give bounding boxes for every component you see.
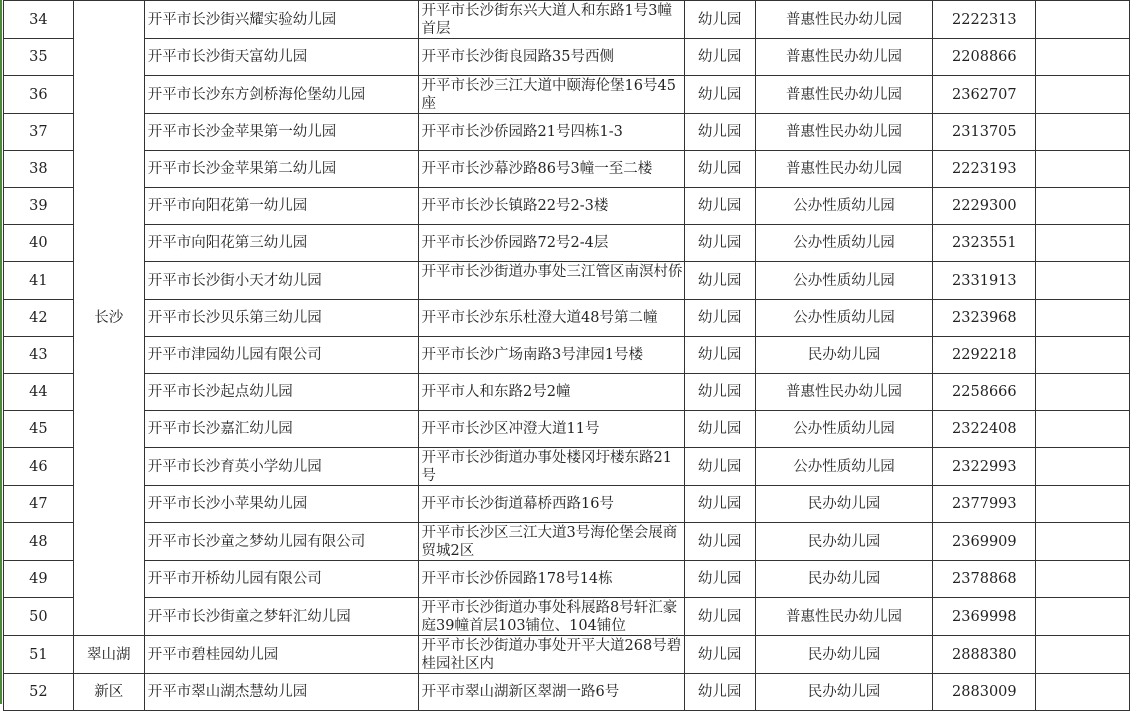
cell-empty[interactable] [1036,1,1130,39]
address-text: 开平市长沙侨园路178号14栋 [421,571,613,587]
cell-number[interactable]: 38 [4,151,74,188]
cell-kindergarten-name[interactable]: 开平市向阳花第三幼儿园 [144,225,418,262]
cell-kindergarten-name[interactable]: 开平市翠山湖杰慧幼儿园 [144,674,418,711]
address-text: 开平市长沙广场南路3号津园1号楼 [421,347,643,363]
cell-type[interactable]: 幼儿园 [684,448,755,486]
cell-number[interactable]: 49 [4,561,74,598]
cell-kindergarten-name[interactable]: 开平市长沙育英小学幼儿园 [144,448,418,486]
cell-address[interactable] [418,39,684,76]
cell-nature[interactable]: 公办性质幼儿园 [755,411,933,448]
cell-kindergarten-name[interactable]: 开平市开桥幼儿园有限公司 [144,561,418,598]
cell-address[interactable] [418,188,684,225]
cell-empty[interactable] [1036,636,1130,674]
cell-type[interactable]: 幼儿园 [684,636,755,674]
address-text: 开平市长沙街东兴大道人和东路1号3幢首层 [421,3,672,37]
sheet-left-border [0,0,2,704]
cell-phone[interactable]: 2222313 [933,1,1036,39]
cell-nature[interactable]: 普惠性民办幼儿园 [755,598,933,636]
cell-phone[interactable]: 2229300 [933,188,1036,225]
table-row [4,337,1130,374]
table-row [4,411,1130,448]
cell-nature[interactable]: 普惠性民办幼儿园 [755,151,933,188]
cell-nature[interactable]: 普惠性民办幼儿园 [755,1,933,39]
cell-area-changsha[interactable]: 长沙 [73,1,144,636]
cell-type[interactable]: 幼儿园 [684,262,755,300]
cell-number[interactable]: 37 [4,114,74,151]
cell-number[interactable]: 41 [4,262,74,300]
table-row [4,114,1130,151]
cell-phone[interactable]: 2258666 [933,374,1036,411]
cell-address[interactable] [418,523,684,561]
cell-number[interactable]: 34 [4,1,74,39]
cell-phone[interactable]: 2223193 [933,151,1036,188]
table-row [4,1,1130,39]
cell-number[interactable]: 45 [4,411,74,448]
cell-kindergarten-name[interactable]: 开平市长沙金苹果第二幼儿园 [144,151,418,188]
cell-empty[interactable] [1036,188,1130,225]
address-text: 开平市翠山湖新区翠湖一路6号 [421,684,620,700]
cell-address[interactable] [418,411,684,448]
cell-empty[interactable] [1036,114,1130,151]
cell-type[interactable]: 幼儿园 [684,411,755,448]
cell-number[interactable]: 36 [4,76,74,114]
address-text: 开平市长沙区冲澄大道11号 [421,421,600,437]
address-text: 开平市长沙长镇路22号2-3楼 [421,198,609,214]
cell-type[interactable]: 幼儿园 [684,151,755,188]
address-text: 开平市长沙街道幕桥西路16号 [421,496,614,512]
table-row [4,225,1130,262]
cell-address[interactable] [418,486,684,523]
cell-type[interactable]: 幼儿园 [684,114,755,151]
address-text: 开平市长沙幕沙路86号3幢一至二楼 [421,161,653,177]
cell-empty[interactable] [1036,39,1130,76]
address-text: 开平市长沙侨园路21号四栋1-3 [421,124,623,140]
cell-phone[interactable]: 2323551 [933,225,1036,262]
cell-empty[interactable] [1036,561,1130,598]
cell-empty[interactable] [1036,523,1130,561]
cell-address[interactable] [418,598,684,636]
cell-number[interactable]: 46 [4,448,74,486]
table-row [4,486,1130,523]
cell-number[interactable]: 51 [4,636,74,674]
cell-empty[interactable] [1036,411,1130,448]
cell-address[interactable] [418,300,684,337]
cell-kindergarten-name[interactable]: 开平市长沙小苹果幼儿园 [144,486,418,523]
cell-type[interactable]: 幼儿园 [684,1,755,39]
address-text: 开平市长沙街道办事处开平大道268号碧桂园社区内 [421,638,682,672]
cell-type[interactable]: 幼儿园 [684,561,755,598]
cell-phone[interactable]: 2369998 [933,598,1036,636]
cell-address[interactable] [418,225,684,262]
table-row [4,151,1130,188]
cell-type[interactable]: 幼儿园 [684,225,755,262]
table-row [4,448,1130,486]
cell-address[interactable] [418,151,684,188]
cell-empty[interactable] [1036,76,1130,114]
cell-type[interactable]: 幼儿园 [684,674,755,711]
cell-kindergarten-name[interactable]: 开平市长沙街天富幼儿园 [144,39,418,76]
cell-nature[interactable]: 公办性质幼儿园 [755,448,933,486]
cell-address[interactable] [418,1,684,39]
cell-nature[interactable]: 民办幼儿园 [755,486,933,523]
cell-type[interactable]: 幼儿园 [684,374,755,411]
cell-phone[interactable]: 2378868 [933,561,1036,598]
cell-empty[interactable] [1036,262,1130,300]
cell-address[interactable] [418,636,684,674]
cell-phone[interactable]: 2323968 [933,300,1036,337]
address-text: 开平市长沙街道办事处科展路8号轩汇豪庭39幢首层103铺位、104铺位 [421,600,678,634]
cell-number[interactable]: 48 [4,523,74,561]
address-text: 开平市长沙东乐杜澄大道48号第二幢 [421,310,658,326]
cell-address[interactable] [418,448,684,486]
cell-number[interactable]: 42 [4,300,74,337]
cell-type[interactable]: 幼儿园 [684,337,755,374]
cell-kindergarten-name[interactable]: 开平市长沙嘉汇幼儿园 [144,411,418,448]
cell-empty[interactable] [1036,598,1130,636]
cell-address[interactable] [418,76,684,114]
cell-address[interactable] [418,262,684,300]
cell-type[interactable]: 幼儿园 [684,523,755,561]
cell-number[interactable]: 50 [4,598,74,636]
cell-address[interactable] [418,561,684,598]
cell-kindergarten-name[interactable]: 开平市长沙童之梦幼儿园有限公司 [144,523,418,561]
cell-empty[interactable] [1036,486,1130,523]
cell-number[interactable]: 43 [4,337,74,374]
cell-empty[interactable] [1036,225,1130,262]
address-text: 开平市长沙侨园路72号2-4层 [421,235,609,251]
cell-nature[interactable]: 普惠性民办幼儿园 [755,114,933,151]
table-row [4,523,1130,561]
cell-type[interactable]: 幼儿园 [684,188,755,225]
cell-address[interactable] [418,114,684,151]
cell-address[interactable] [418,337,684,374]
cell-phone[interactable]: 2208866 [933,39,1036,76]
cell-empty[interactable] [1036,674,1130,711]
cell-type[interactable]: 幼儿园 [684,598,755,636]
table-row [4,636,1130,674]
cell-kindergarten-name[interactable]: 开平市碧桂园幼儿园 [144,636,418,674]
address-text: 开平市长沙街道办事处楼冈圩楼东路21号 [421,450,672,484]
cell-nature[interactable]: 公办性质幼儿园 [755,262,933,300]
table-row [4,374,1130,411]
address-text: 开平市长沙区三江大道3号海伦堡会展商贸城2区 [421,525,678,559]
cell-nature[interactable]: 民办幼儿园 [755,561,933,598]
cell-phone[interactable]: 2322408 [933,411,1036,448]
cell-number[interactable]: 35 [4,39,74,76]
table-row [4,561,1130,598]
cell-nature[interactable]: 民办幼儿园 [755,636,933,674]
cell-address[interactable] [418,674,684,711]
address-text: 开平市长沙街良园路35号西侧 [421,49,614,65]
cell-type[interactable]: 幼儿园 [684,76,755,114]
cell-phone[interactable]: 2377993 [933,486,1036,523]
table-row [4,39,1130,76]
cell-number[interactable]: 39 [4,188,74,225]
cell-area-cuishanhu-2[interactable]: 新区 [73,674,144,711]
cell-phone[interactable]: 2362707 [933,76,1036,114]
cell-nature[interactable]: 普惠性民办幼儿园 [755,76,933,114]
table-row [4,76,1130,114]
cell-nature[interactable]: 公办性质幼儿园 [755,225,933,262]
cell-empty[interactable] [1036,337,1130,374]
cell-kindergarten-name[interactable]: 开平市长沙起点幼儿园 [144,374,418,411]
kindergarten-table [3,0,1130,711]
table-row [4,262,1130,300]
cell-kindergarten-name[interactable]: 开平市长沙街童之梦轩汇幼儿园 [144,598,418,636]
cell-number[interactable]: 47 [4,486,74,523]
cell-kindergarten-name[interactable]: 开平市长沙金苹果第一幼儿园 [144,114,418,151]
cell-phone[interactable]: 2322993 [933,448,1036,486]
cell-address[interactable] [418,374,684,411]
cell-empty[interactable] [1036,151,1130,188]
table-row [4,674,1130,711]
cell-nature[interactable]: 公办性质幼儿园 [755,188,933,225]
cell-number[interactable]: 44 [4,374,74,411]
cell-phone[interactable]: 2292218 [933,337,1036,374]
address-text: 开平市人和东路2号2幢 [421,384,571,400]
cell-nature[interactable]: 公办性质幼儿园 [755,300,933,337]
cell-phone[interactable]: 2313705 [933,114,1036,151]
cell-phone[interactable]: 2888380 [933,636,1036,674]
cell-area-cuishanhu-1[interactable]: 翠山湖 [73,636,144,674]
table-row [4,188,1130,225]
cell-nature[interactable]: 普惠性民办幼儿园 [755,39,933,76]
cell-phone[interactable]: 2369909 [933,523,1036,561]
cell-kindergarten-name[interactable]: 开平市津园幼儿园有限公司 [144,337,418,374]
cell-kindergarten-name[interactable]: 开平市长沙贝乐第三幼儿园 [144,300,418,337]
address-text: 开平市长沙三江大道中颐海伦堡16号45座 [421,78,676,112]
cell-type[interactable]: 幼儿园 [684,39,755,76]
cell-type[interactable]: 幼儿园 [684,300,755,337]
cell-nature[interactable]: 民办幼儿园 [755,523,933,561]
cell-phone[interactable]: 2331913 [933,262,1036,300]
cell-empty[interactable] [1036,300,1130,337]
cell-number[interactable]: 52 [4,674,74,711]
cell-kindergarten-name[interactable]: 开平市长沙街兴耀实验幼儿园 [144,1,418,39]
table-row [4,300,1130,337]
cell-type[interactable]: 幼儿园 [684,486,755,523]
cell-number[interactable]: 40 [4,225,74,262]
cell-kindergarten-name[interactable]: 开平市向阳花第一幼儿园 [144,188,418,225]
cell-nature[interactable]: 民办幼儿园 [755,674,933,711]
table-row [4,598,1130,636]
address-text: 开平市长沙街道办事处三江管区南溟村侨 [421,264,683,280]
cell-nature[interactable]: 民办幼儿园 [755,337,933,374]
cell-phone[interactable]: 2883009 [933,674,1036,711]
cell-empty[interactable] [1036,448,1130,486]
cell-kindergarten-name[interactable]: 开平市长沙东方剑桥海伦堡幼儿园 [144,76,418,114]
cell-nature[interactable]: 普惠性民办幼儿园 [755,374,933,411]
cell-empty[interactable] [1036,374,1130,411]
cell-kindergarten-name[interactable]: 开平市长沙街小天才幼儿园 [144,262,418,300]
